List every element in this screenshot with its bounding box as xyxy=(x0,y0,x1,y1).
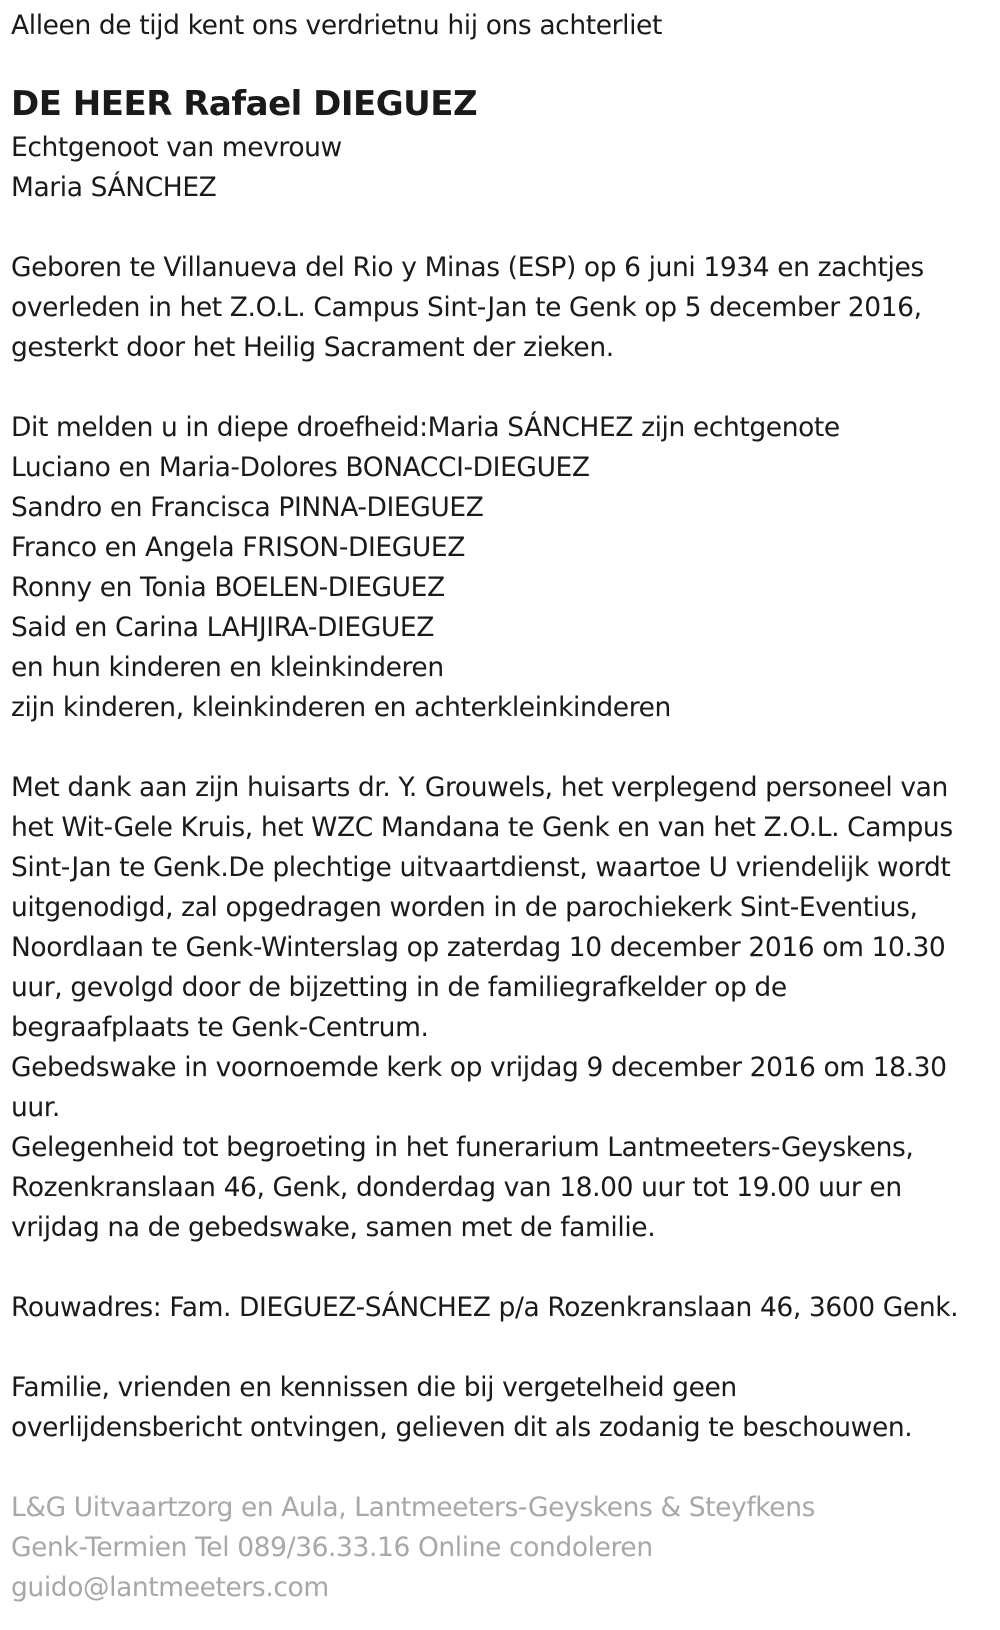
paragraph-line: uitgenodigd, zal opgedragen worden in de parochiekerk Sint-Eventius, xyxy=(11,892,918,923)
family-intro: Dit melden u in diepe droefheid:Maria SÁNCHEZ zijn echtgenote xyxy=(11,412,840,443)
paragraph-line: Sint-Jan te Genk.De plechtige uitvaartdienst, waartoe U vriendelijk wordt xyxy=(11,852,951,883)
paragraph-line: Familie, vrienden en kennissen die bij vergetelheid geen xyxy=(11,1372,737,1403)
family-member: Said en Carina LAHJIRA-DIEGUEZ xyxy=(11,612,434,643)
footer-email: guido@lantmeeters.com xyxy=(11,1572,329,1603)
family-list xyxy=(11,408,991,728)
paragraph-line: uur, gevolgd door de bijzetting in de familiegrafkelder op de xyxy=(11,972,787,1003)
spouse-line: Echtgenoot van mevrouw xyxy=(11,132,342,163)
paragraph-line: Rozenkranslaan 46, Genk, donderdag van 18.00 uur tot 19.00 uur en xyxy=(11,1172,902,1203)
deceased-name-title: DE HEER Rafael DIEGUEZ xyxy=(11,84,478,124)
spacer xyxy=(11,1248,991,1288)
paragraph-line: Geboren te Villanueva del Rio y Minas (ESP) op 6 juni 1934 en zachtjes xyxy=(11,252,924,283)
service-details xyxy=(11,768,991,1248)
paragraph-line: Noordlaan te Genk-Winterslag op zaterdag 10 december 2016 om 10.30 xyxy=(11,932,946,963)
family-member: Franco en Angela FRISON-DIEGUEZ xyxy=(11,532,465,563)
family-member: en hun kinderen en kleinkinderen xyxy=(11,652,444,683)
footer-line: Genk-Termien Tel 089/36.33.16 Online condoleren xyxy=(11,1532,653,1563)
paragraph-line: gesterkt door het Heilig Sacrament der zieken. xyxy=(11,332,614,363)
motto: Alleen de tijd kent ons verdrietnu hij ons achterliet xyxy=(11,10,662,41)
paragraph-line: Met dank aan zijn huisarts dr. Y. Grouwels, het verplegend personeel van xyxy=(11,772,948,803)
funeral-home-footer xyxy=(11,1488,991,1608)
spacer xyxy=(11,1448,991,1488)
birth-death-paragraph xyxy=(11,248,991,368)
family-member: zijn kinderen, kleinkinderen en achterkleinkinderen xyxy=(11,692,671,723)
mourning-address: Rouwadres: Fam. DIEGUEZ-SÁNCHEZ p/a Rozenkranslaan 46, 3600 Genk. xyxy=(11,1292,959,1323)
paragraph-line: begraafplaats te Genk-Centrum. xyxy=(11,1012,429,1043)
spouse-block xyxy=(11,128,991,208)
spacer xyxy=(11,208,991,248)
spouse-name: Maria SÁNCHEZ xyxy=(11,172,217,203)
family-member: Luciano en Maria-Dolores BONACCI-DIEGUEZ xyxy=(11,452,590,483)
spacer xyxy=(11,368,991,408)
family-member: Ronny en Tonia BOELEN-DIEGUEZ xyxy=(11,572,445,603)
paragraph-line: vrijdag na de gebedswake, samen met de familie. xyxy=(11,1212,656,1243)
notice-paragraph xyxy=(11,1368,991,1448)
footer-line: L&G Uitvaartzorg en Aula, Lantmeeters-Geyskens & Steyfkens xyxy=(11,1492,815,1523)
spacer xyxy=(11,1328,991,1368)
paragraph-line: overlijdensbericht ontvingen, gelieven dit als zodanig te beschouwen. xyxy=(11,1412,913,1443)
paragraph-line: uur. xyxy=(11,1092,60,1123)
paragraph-line: Gebedswake in voornoemde kerk op vrijdag 9 december 2016 om 18.30 xyxy=(11,1052,947,1083)
paragraph-line: overleden in het Z.O.L. Campus Sint-Jan te Genk op 5 december 2016, xyxy=(11,292,922,323)
death-notice xyxy=(11,6,991,1608)
paragraph-line: het Wit-Gele Kruis, het WZC Mandana te Genk en van het Z.O.L. Campus xyxy=(11,812,953,843)
family-member: Sandro en Francisca PINNA-DIEGUEZ xyxy=(11,492,484,523)
paragraph-line: Gelegenheid tot begroeting in het funerarium Lantmeeters-Geyskens, xyxy=(11,1132,914,1163)
spacer xyxy=(11,728,991,768)
